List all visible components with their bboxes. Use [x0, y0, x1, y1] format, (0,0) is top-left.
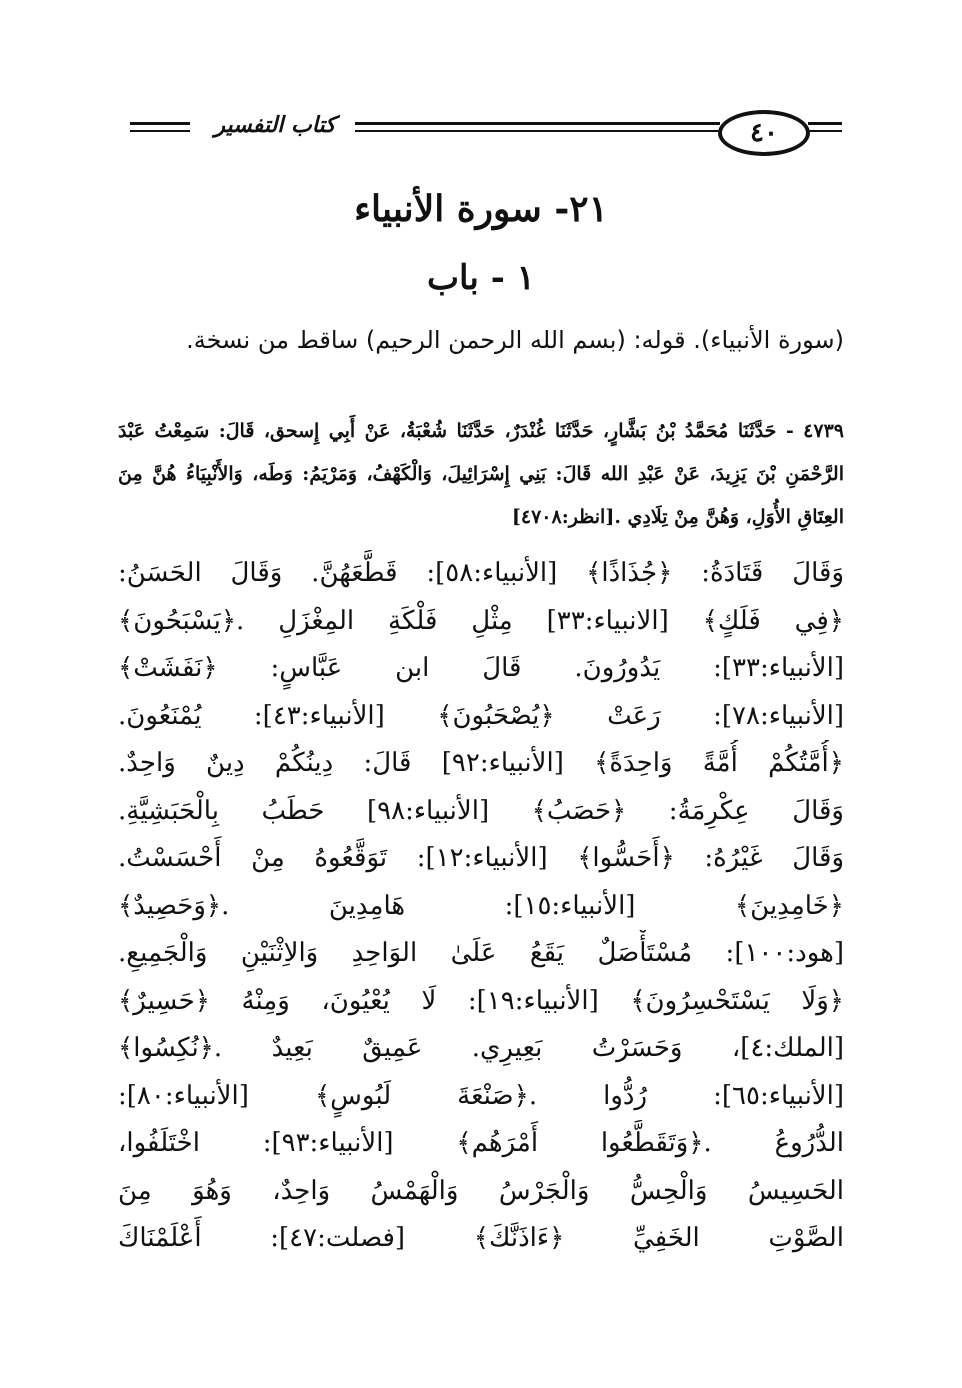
- tafsir-text: [118, 550, 844, 1263]
- tafsir-line: [الأنبياء:٣٣]: يَدُورُونَ. قَالَ ابن عَبَّاسٍ: ﴿نَفَشَتْ﴾: [118, 653, 844, 683]
- header-rule-middle-lower: [355, 130, 720, 132]
- header-rule-left: [130, 122, 190, 125]
- page-number-badge: ٤٠: [718, 110, 810, 156]
- header-rule-right-lower: [808, 130, 842, 132]
- tafsir-line: وَقَالَ قَتَادَةُ: ﴿جُذَاذًا﴾ [الأنبياء:٥٨]: قَطَّعَهُنَّ. وَقَالَ الحَسَنُ:: [118, 558, 844, 588]
- tafsir-line: الصَّوْتِ الخَفِيِّ ﴿ءَاذَنَّكَ﴾ [فصلت:٤٧]: أَعْلَمْنَاكَ: [118, 1223, 844, 1253]
- editor-note: (سورة الأنبياء). قوله: (بسم الله الرحمن الرحيم) ساقط من نسخة.: [186, 326, 844, 354]
- tafsir-line: [الأنبياء:٦٥]: رُدُّوا .﴿صَنْعَةَ لَبُوسٍ﴾ [الأنبياء:٨٠]:: [118, 1080, 844, 1111]
- tafsir-line: [الملك:٤]، وَحَسَرْتُ بَعِيرِي. عَمِيقٌ بَعِيدٌ .﴿نُكِسُوا﴾: [118, 1033, 844, 1063]
- chapter-heading: ١ - باب: [427, 258, 535, 298]
- hadith-text: ٤٧٣٩ - حَدَّثَنَا مُحَمَّدُ بْنُ بَشَّارٍ، حَدَّثَنَا غُنْدَرٌ، حَدَّثَنَا شُعْبَةُ، عَنْ أَبِي إِسحق، قَالَ: سَمِعْتُ عَبْدَ الرَّحْمَنِ بْنَ يَزِيدَ، عَنْ عَبْدِ الله قَالَ: بَنِي إِسْرَائِيلَ، وَالْكَهْفُ، وَمَرْيَمُ: وَطَه، وَالأَنْبِيَاءُ هُنَّ مِنَ العِتَاقِ الأُوَلِ، وَهُنَّ مِنْ تِلَادِي .[انظر:٤٧٠٨]: [118, 420, 844, 528]
- tafsir-line: ﴿خَامِدِينَ﴾ [الأنبياء:١٥]: هَامِدِينَ .﴿وَحَصِيدٌ﴾: [118, 890, 844, 921]
- book-name: كتاب التفسير: [214, 112, 336, 138]
- tafsir-line: [الأنبياء:٧٨]: رَعَتْ ﴿يُصْحَبُونَ﴾ [الأنبياء:٤٣]: يُمْنَعُونَ.: [118, 700, 844, 731]
- header-rule-left-lower: [130, 130, 190, 132]
- tafsir-line: وَقَالَ عِكْرِمَةُ: ﴿حَصَبُ﴾ [الأنبياء:٩٨] حَطَبُ بِالْحَبَشِيَّةِ.: [118, 795, 844, 826]
- header-rule-middle: [355, 122, 720, 125]
- surah-title: ٢١- سورة الأنبياء: [354, 188, 608, 230]
- tafsir-line: وَقَالَ غَيْرُهُ: ﴿أَحَسُّوا﴾ [الأنبياء:١٢]: تَوَقَّعُوهُ مِنْ أَحْسَسْتُ.: [118, 843, 844, 873]
- tafsir-line: ﴿فِي فَلَكٍ﴾ [الانبياء:٣٣] مِثْلِ فَلْكَةِ المِغْزَلِ .﴿يَسْبَحُونَ﴾: [118, 605, 844, 636]
- tafsir-line: [هود:١٠٠]: مُسْتَأْصَلٌ يَقَعُ عَلَىٰ الوَاحِدِ وَالاِثْنَيْنِ وَالْجَمِيعِ.: [118, 938, 844, 968]
- tafsir-line: الحَسِيسُ وَالْحِسُّ وَالْجَرْسُ وَالْهَمْسُ وَاحِدٌ، وَهُوَ مِنَ: [118, 1175, 844, 1206]
- header-rule-right: [808, 122, 842, 125]
- tafsir-line: الدُّرُوعُ .﴿وَتَقَطَّعُوا أَمْرَهُم﴾ [الأنبياء:٩٣]: اخْتَلَفُوا،: [118, 1128, 844, 1158]
- running-header: [0, 100, 962, 170]
- tafsir-line: ﴿وَلَا يَسْتَحْسِرُونَ﴾ [الأنبياء:١٩]: لَا يُعْيُونَ، وَمِنْهُ ﴿حَسِيرٌ﴾: [118, 985, 844, 1016]
- tafsir-line: ﴿أُمَّتُكُمْ أُمَّةً وَاحِدَةً﴾ [الأنبياء:٩٢] قَالَ: دِينُكُمْ دِينٌ وَاحِدٌ.: [118, 748, 844, 778]
